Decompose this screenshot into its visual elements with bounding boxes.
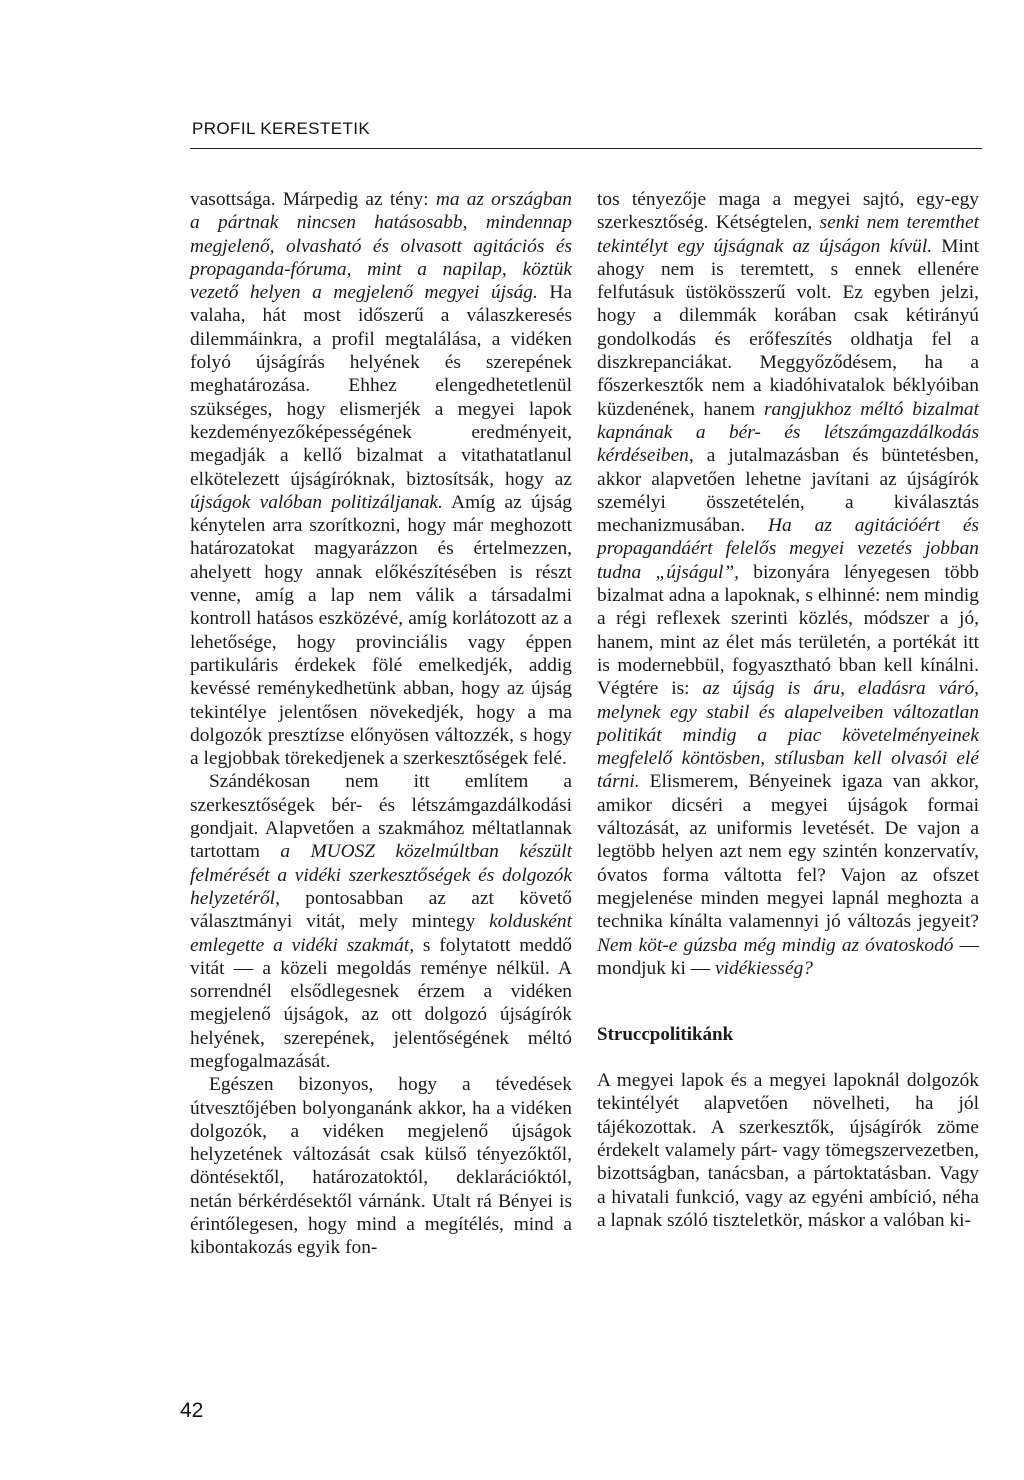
text-run: vasottsága. Márpedig az tény: bbox=[190, 189, 436, 210]
text-run: Mint ahogy nem is teremtett, s ennek ellenére felfutásuk üstökösszerű volt. Ez egyben jelzi, hogy a dilemmák korában csak kétirányú gondolkodás és erőfeszítés oldhatja fel a diszkrepanciákat. Meggyőződésem, ha a főszerkesztők nem a kiadóhivatalok béklyóiban küzdenének, hanem bbox=[597, 235, 980, 420]
emphasis-run: a MUOSZ közelmúltban készült felmérését a vidéki szerkesztőségek és dolgozók helyzetéről, bbox=[190, 841, 572, 909]
text-run: Szándékosan nem itt említem a szerkesztőségek bér- és létszámgazdálkodási gondjait. Alapvetően a szakmához méltatlannak tartottam bbox=[190, 771, 572, 863]
text-run: s folytatott meddő vitát — a közeli megoldás reménye nélkül. A sorrendnél elsődlegesnek érzem a vidéken megjelenő újságok, az ott dolgozó újságírók helyének, szerepének, jelentőségének méltó megfogalmazását. bbox=[190, 934, 572, 1072]
emphasis-run: az újság is áru, eladásra váró, melynek egy stabil és alapelveiben változatlan politikát mindig a piac követelményeinek megfelelő köntösben, stílusban kell olvasói elé tárni. bbox=[597, 678, 979, 793]
emphasis-run: ma az országban a pártnak nincsen hatásosabb, mindennap megjelenő, olvasható és olvasott agitációs és propaganda-fóruma, mint a napilap, köztük vezető helyen a megjelenő megyei újság. bbox=[190, 189, 572, 304]
text-run: — mondjuk ki — bbox=[597, 934, 979, 979]
emphasis-run: koldusként emlegette a vidéki szakmát, bbox=[190, 911, 572, 956]
emphasis-run: újságok valóban politizáljanak. bbox=[190, 491, 443, 513]
text-run: Egészen bizonyos, hogy a tévedések útvesztőjében bolyonganánk akkor, ha a vidéken dolgozók, a vidéken megjelenő újságok helyzetének változását csak külső tényezőktől, döntésektől, határozatoktól, deklarációktól, netán bérkérdésektől várnánk. Utalt rá Bényei is érintőlegesen, hogy mind a megítélés, mind a kibontakozás egyik fon- bbox=[190, 1074, 572, 1259]
text-run: Elismerem, Bényeinek igaza van akkor, amikor dicséri a megyei újságok formai változását, az uniformis levetését. De vajon a legtöbb helyen azt nem egy szintén konzervatív, óvatos forma váltotta fel? Vajon az ofszet megjelenése minden megyei lapnál meghozta a technika kínálta valamennyi jó változás jegyeit? bbox=[597, 771, 979, 933]
left-column bbox=[190, 188, 572, 1260]
paragraph bbox=[190, 188, 572, 770]
text-run: bizonyára lényegesen több bizalmat adna a lapoknak, s elhinné: nem mindig a régi reflexek szerinti közlés, módszer a jó, hanem, mint az élet más területén, a portékát itt is modernebbül, fogyasztható bban kell kínálni. Végtére is: bbox=[597, 561, 979, 700]
text-run: Ha valaha, hát most időszerű a válaszkeresés dilemmáinkra, a profil megtalálása, a vidéken folyó újságírás helyének és szerepének meghatározása. Ehhez elengedhetetlenül szükséges, hogy elismerjék a megyei lapok kezdeményezőképességének eredményeit, megadják a kellő bizalmat a vitathatatlanul elkötelezett újságíróknak, biztosítsák, hogy az bbox=[190, 282, 572, 490]
emphasis-run: senki nem teremthet tekintélyt egy újságnak az újságon kívül. bbox=[597, 212, 979, 257]
paragraph bbox=[597, 1069, 979, 1232]
emphasis-run: Ha az agitációért és propagandáért felelős megyei vezetés jobban tudna „újságul”, bbox=[597, 515, 979, 583]
right-column bbox=[597, 188, 979, 1232]
text-run: A megyei lapok és a megyei lapoknál dolgozók tekintélyét alapvetően növelheti, ha jól tájékozottak. A szerkesztők, újságírók zöme érdekelt valamely párt- vagy tömegszervezetben, bizottságban, tanácsban, a pártoktatásban. Vagy a hivatali funkció, vagy az egyéni ambíció, néha a lapnak szóló tiszteletkör, máskor a valóban ki- bbox=[597, 1070, 979, 1231]
text-run: Amíg az újság kénytelen arra szorítkozni, hogy már meghozott határozatokat magyarázzon és értelmezzen, ahelyett hogy annak előkészítésében is részt venne, amíg a lap nem válik a társadalmi kontroll hatásos eszközévé, amíg korlátozott az a lehetősége, hogy provinciális vagy éppen partikuláris érdekek fölé emelkedjék, addig kevéssé reménykedhetünk abban, hogy az újság tekintélye jelentősen növekedjék, hogy a ma dolgozók presztízse előnyösen változzék, s hogy a legjobbak törekedjenek a szerkesztőségek felé. bbox=[190, 491, 572, 770]
paragraph bbox=[597, 188, 979, 980]
emphasis-run: Nem köt-e gúzsba még mindig az óvatoskodó bbox=[597, 934, 954, 956]
paragraph bbox=[190, 1073, 572, 1259]
page-number: 42 bbox=[180, 1399, 204, 1422]
section-heading: Struccpolitikánk bbox=[597, 1024, 734, 1046]
header-rule bbox=[190, 148, 982, 149]
emphasis-run: rangjukhoz méltó bizalmat kapnának a bér- és létszámgazdálkodás kérdéseiben, bbox=[597, 398, 979, 467]
running-title: PROFIL KERESTETIK bbox=[192, 119, 371, 138]
text-run: tos tényezője maga a megyei sajtó, egy-egy szerkesztőség. Kétségtelen, bbox=[597, 189, 979, 234]
text-run: pontosabban az azt követő választmányi vitát, mely mintegy bbox=[190, 887, 572, 933]
text-run: a jutalmazásban és büntetésben, akkor alapvetően lehetne javítani az újságírók személyi összetételén, a kiválasztás mechanizmusában. bbox=[597, 445, 979, 537]
emphasis-run: vidékiesség? bbox=[714, 957, 813, 979]
paragraph bbox=[190, 770, 572, 1073]
